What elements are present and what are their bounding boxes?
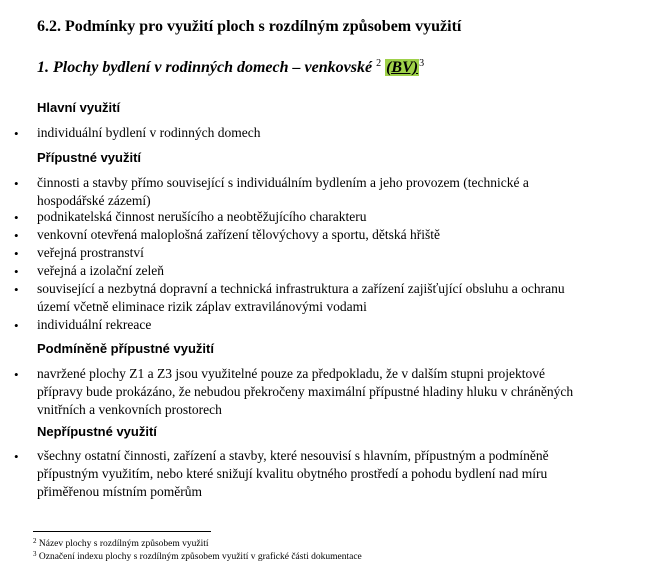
list-item-line: území včetně eliminace rizik záplav extravilánovými vodami: [37, 299, 367, 314]
bullet-icon: •: [14, 176, 19, 191]
list-item-line: hospodářské zázemí): [37, 193, 151, 208]
list-item-line: související a nezbytná dopravní a technická infrastruktura a zařízení zajišťující obsluhu a ochranu: [37, 281, 565, 296]
subsection-title-text: 1. Plochy bydlení v rodinných domech – venkovské: [37, 59, 373, 76]
bullet-icon: •: [14, 246, 19, 261]
footnote-number: 2: [33, 537, 37, 545]
footnote-2: [33, 538, 209, 550]
list-item: [37, 174, 617, 210]
footnote-separator: [33, 531, 211, 532]
list-item-line: přiměřenou místním poměrům: [37, 484, 202, 499]
footnote-3: [33, 551, 362, 563]
list-item: podnikatelská činnost nerušícího a neobtěžujícího charakteru: [37, 209, 367, 224]
footnote-ref-2: 2: [376, 58, 382, 69]
bullet-icon: •: [14, 367, 19, 382]
list-item-line: přípustným využitím, nebo které snižují kvalitu obytného prostředí a pohodu bydlení nad míru: [37, 466, 548, 481]
group-heading-prohibited-use: Nepřípustné využití: [37, 424, 157, 439]
list-item: venkovní otevřená maloplošná zařízení tělovýchovy a sportu, dětská hřiště: [37, 227, 441, 242]
list-item: [37, 365, 617, 419]
footnote-ref-3: 3: [419, 58, 425, 69]
list-item: [37, 447, 617, 501]
list-item-line: navržené plochy Z1 a Z3 jsou využitelné pouze za předpokladu, že v dalším stupni projektové: [37, 366, 545, 381]
group-heading-permitted-use: Přípustné využití: [37, 150, 142, 165]
list-item-line: všechny ostatní činnosti, zařízení a stavby, které nesouvisí s hlavním, přípustným a podmíněně: [37, 448, 549, 463]
subsection-title: [37, 59, 424, 77]
bullet-icon: •: [14, 449, 19, 464]
bullet-icon: •: [14, 126, 19, 141]
list-item: [37, 280, 617, 316]
bullet-icon: •: [14, 282, 19, 297]
list-item-line: činnosti a stavby přímo související s individuálním bydlením a jeho provozem (technické a: [37, 175, 529, 190]
group-heading-main-use: Hlavní využití: [37, 100, 121, 115]
footnote-number: 3: [33, 550, 37, 558]
area-code-highlight: (BV): [386, 59, 419, 76]
bullet-icon: •: [14, 264, 19, 279]
bullet-icon: •: [14, 318, 19, 333]
bullet-icon: •: [14, 210, 19, 225]
group-heading-conditional-use: Podmíněně přípustné využití: [37, 341, 214, 356]
list-item-line: vnitřních a venkovních prostorech: [37, 402, 222, 417]
list-item-line: přípravy bude prokázáno, že nebudou překročeny maximální přípustné hladiny hluku v chráněných: [37, 384, 574, 399]
footnote-text: Označení indexu plochy s rozdílným způsobem využití v grafické části dokumentace: [38, 552, 362, 562]
section-title: 6.2. Podmínky pro využití ploch s rozdílným způsobem využití: [37, 18, 462, 35]
list-item: individuální bydlení v rodinných domech: [37, 125, 261, 140]
list-item: veřejná prostranství: [37, 245, 144, 260]
list-item: veřejná a izolační zeleň: [37, 263, 165, 278]
footnote-text: Název plochy s rozdílným způsobem využití: [38, 539, 209, 549]
list-item: individuální rekreace: [37, 317, 152, 332]
bullet-icon: •: [14, 228, 19, 243]
